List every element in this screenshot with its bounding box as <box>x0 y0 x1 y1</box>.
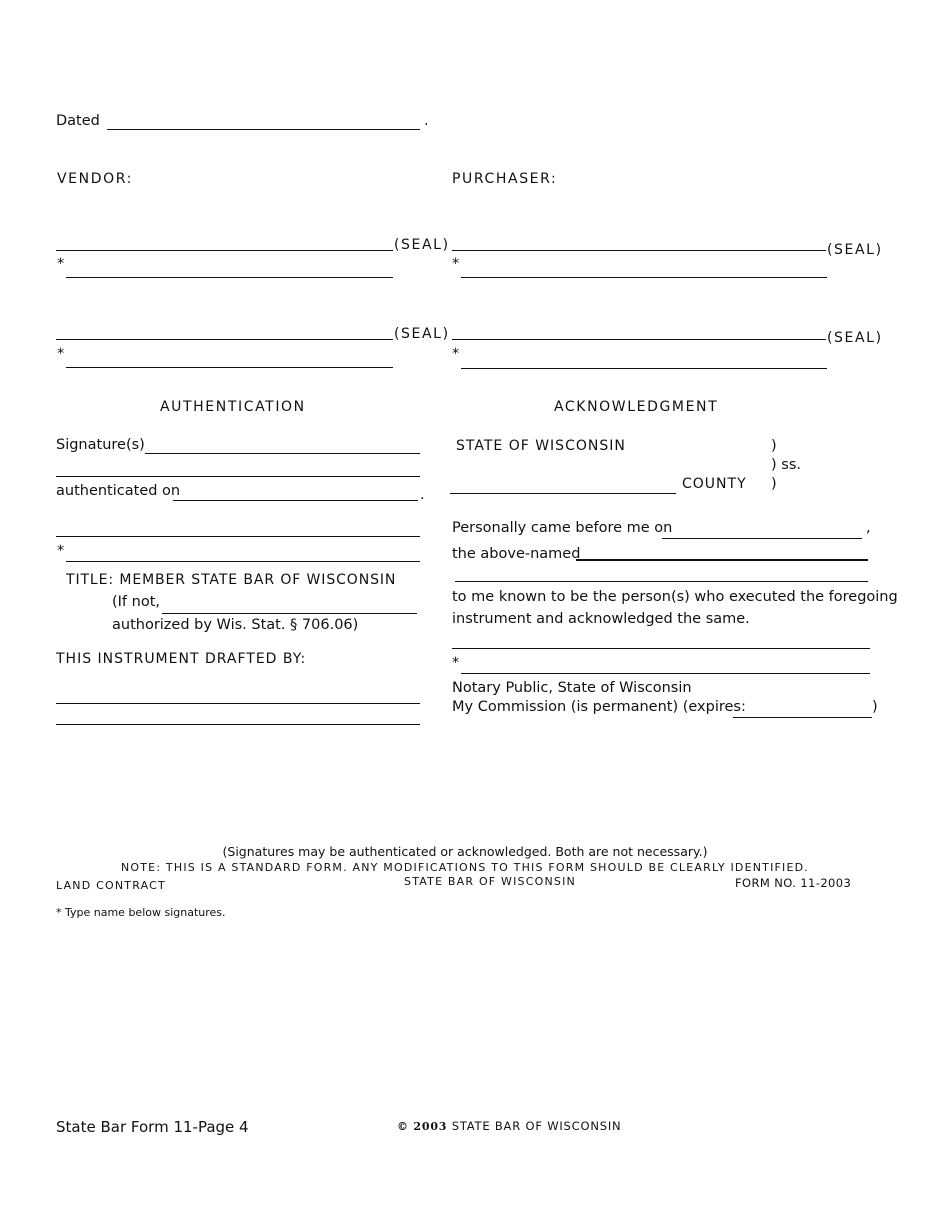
purchaser-seal-1: (SEAL) <box>827 242 883 258</box>
above-named-field[interactable] <box>576 559 868 561</box>
known-text-line-1: to me known to be the person(s) who executed the foregoing <box>452 589 898 605</box>
authenticator-signature-line[interactable] <box>56 536 420 537</box>
personally-came-comma: , <box>866 520 871 536</box>
county-field[interactable] <box>450 493 676 494</box>
purchaser-signature-line-2[interactable] <box>452 339 826 340</box>
if-not-label: (If not, <box>112 594 161 610</box>
land-contract-label: LAND CONTRACT <box>56 879 166 892</box>
dated-field[interactable] <box>107 129 420 130</box>
drafted-by-line-2[interactable] <box>56 724 420 725</box>
type-name-note: * Type name below signatures. <box>56 906 226 919</box>
drafted-by-label: THIS INSTRUMENT DRAFTED BY: <box>56 651 307 667</box>
authorized-by-label: authorized by Wis. Stat. § 706.06) <box>112 617 359 633</box>
commission-label: My Commission (is permanent) (expires: <box>452 699 746 715</box>
notary-public-label: Notary Public, State of Wisconsin <box>452 680 692 696</box>
notary-name-line[interactable] <box>461 673 870 674</box>
authentication-heading: AUTHENTICATION <box>160 399 306 415</box>
vendor-star-2: * <box>57 346 65 362</box>
signatures-note: (Signatures may be authenticated or acknowledged. Both are not necessary.) <box>222 844 708 859</box>
purchaser-name-line-2[interactable] <box>461 368 827 369</box>
signatures-field[interactable] <box>145 453 420 454</box>
standard-form-note: NOTE: THIS IS A STANDARD FORM. ANY MODIFICATIONS TO THIS FORM SHOULD BE CLEARLY IDENTIFIED. <box>120 861 810 874</box>
copyright-org: STATE BAR OF WISCONSIN <box>451 1119 622 1133</box>
authenticator-star: * <box>57 543 65 559</box>
state-bar-label: STATE BAR OF WISCONSIN <box>404 875 576 888</box>
signatures-label: Signature(s) <box>56 437 145 453</box>
signatures-field-2[interactable] <box>56 476 420 477</box>
above-named-field-2[interactable] <box>455 581 868 582</box>
vendor-signature-line-1[interactable] <box>56 250 393 251</box>
state-of-wisconsin: STATE OF WISCONSIN <box>456 438 626 454</box>
form-number: FORM NO. 11-2003 <box>735 876 852 890</box>
title-member-state-bar: TITLE: MEMBER STATE BAR OF WISCONSIN <box>66 572 397 588</box>
vendor-seal-2: (SEAL) <box>394 326 450 342</box>
page-label: State Bar Form 11-Page 4 <box>56 1118 249 1136</box>
purchaser-signature-line-1[interactable] <box>452 250 826 251</box>
notary-signature-line[interactable] <box>452 648 870 649</box>
purchaser-name-line-1[interactable] <box>461 277 827 278</box>
vendor-star-1: * <box>57 256 65 272</box>
county-label: COUNTY <box>682 476 747 492</box>
purchaser-seal-2: (SEAL) <box>827 330 883 346</box>
acknowledgment-heading: ACKNOWLEDGMENT <box>554 399 719 415</box>
ss-label: ) ss. <box>771 457 801 473</box>
copyright <box>397 1117 621 1136</box>
commission-expires-field[interactable] <box>733 717 872 718</box>
if-not-field[interactable] <box>162 613 417 614</box>
purchaser-heading: PURCHASER: <box>452 171 558 187</box>
known-text-line-2: instrument and acknowledged the same. <box>452 611 750 627</box>
authenticated-on-label: authenticated on <box>56 483 181 499</box>
notary-star: * <box>452 655 460 671</box>
dated-period: . <box>424 113 429 129</box>
personally-came-label: Personally came before me on <box>452 520 673 536</box>
vendor-seal-1: (SEAL) <box>394 237 450 253</box>
vendor-name-line-1[interactable] <box>66 277 393 278</box>
dated-label: Dated <box>56 113 100 129</box>
ss-paren-3: ) <box>771 476 777 492</box>
purchaser-star-2: * <box>452 346 460 362</box>
commission-close-paren: ) <box>872 699 878 715</box>
personally-came-date-field[interactable] <box>662 538 862 539</box>
above-named-label: the above-named <box>452 546 581 562</box>
copyright-year: © 2003 <box>397 1120 448 1133</box>
vendor-name-line-2[interactable] <box>66 367 393 368</box>
authenticator-name-line[interactable] <box>66 561 420 562</box>
authenticated-on-field[interactable] <box>173 500 418 501</box>
drafted-by-line-1[interactable] <box>56 703 420 704</box>
ss-paren-1: ) <box>771 438 777 454</box>
vendor-heading: VENDOR: <box>57 171 133 187</box>
purchaser-star-1: * <box>452 256 460 272</box>
authenticated-on-period: . <box>420 487 425 503</box>
vendor-signature-line-2[interactable] <box>56 339 393 340</box>
